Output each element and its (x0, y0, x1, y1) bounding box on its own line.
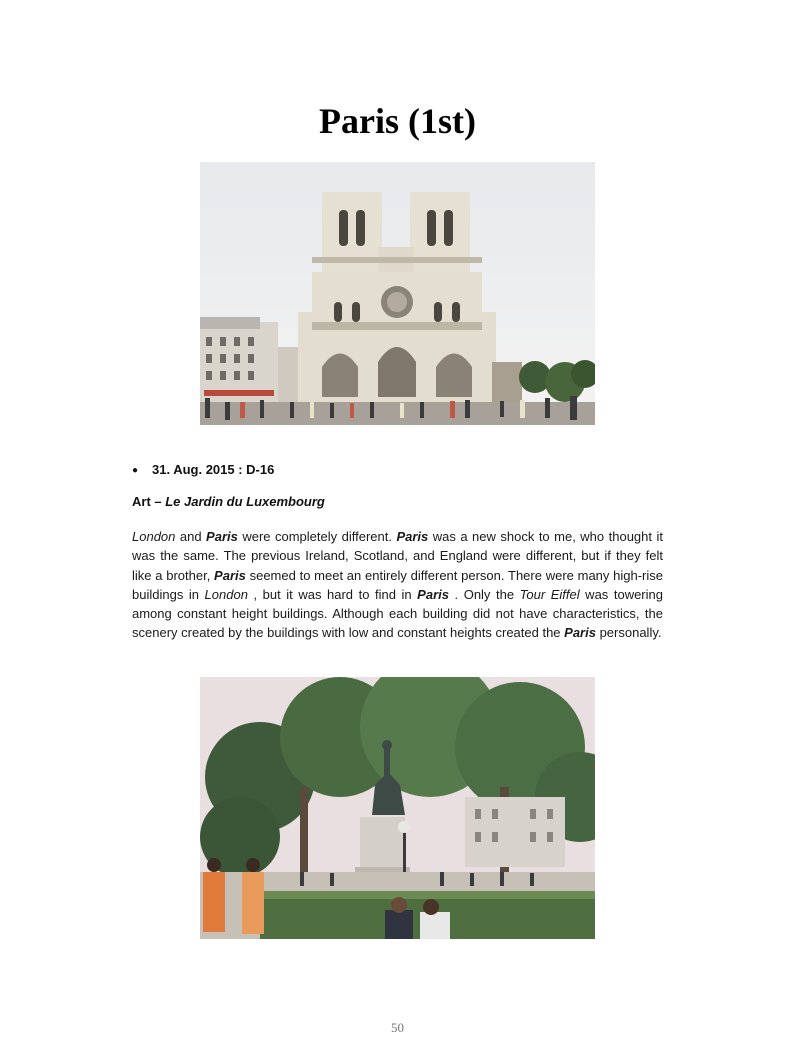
body-span: and (175, 529, 207, 544)
body-span: personally. (595, 625, 662, 641)
section-heading (132, 494, 325, 509)
entry-date-text: 31. Aug. 2015 : D-16 (152, 462, 275, 477)
body-span: London (132, 529, 176, 544)
body-span: . Only the (448, 586, 520, 602)
body-span: was a new shock to me, who thought it was the same. The previous Ireland, Scotland, and England were different, but if they felt like a brother, (132, 529, 663, 583)
body-span: were completely different. (237, 529, 397, 544)
body-span: , but it was hard to find in (247, 586, 418, 602)
notre-dame-photo (200, 162, 595, 425)
entry-date (132, 462, 274, 477)
body-span: seemed to meet an entirely different person. There were many high-rise buildings in (132, 567, 664, 602)
body-span: Paris (214, 567, 246, 583)
body-span: Paris (206, 529, 238, 544)
bullet-icon: ● (132, 465, 139, 476)
body-span: London (204, 586, 248, 602)
body-span: Paris (396, 529, 429, 544)
section-prefix: Art – (132, 494, 166, 509)
body-span: was towering among constant height buildings. Although each building did not have characteristics, the scenery created by the buildings with low and constant heights created the (132, 586, 663, 641)
body-span: Tour Eiffel (519, 586, 580, 602)
section-title: Le Jardin du Luxembourg (165, 494, 325, 509)
page-number: 50 (391, 1020, 404, 1035)
body-span: Paris (564, 625, 596, 641)
page-title: Paris (1st) (319, 101, 476, 141)
body-span: Paris (417, 586, 449, 602)
body-paragraph (132, 527, 663, 643)
statue-park-photo (200, 677, 595, 939)
